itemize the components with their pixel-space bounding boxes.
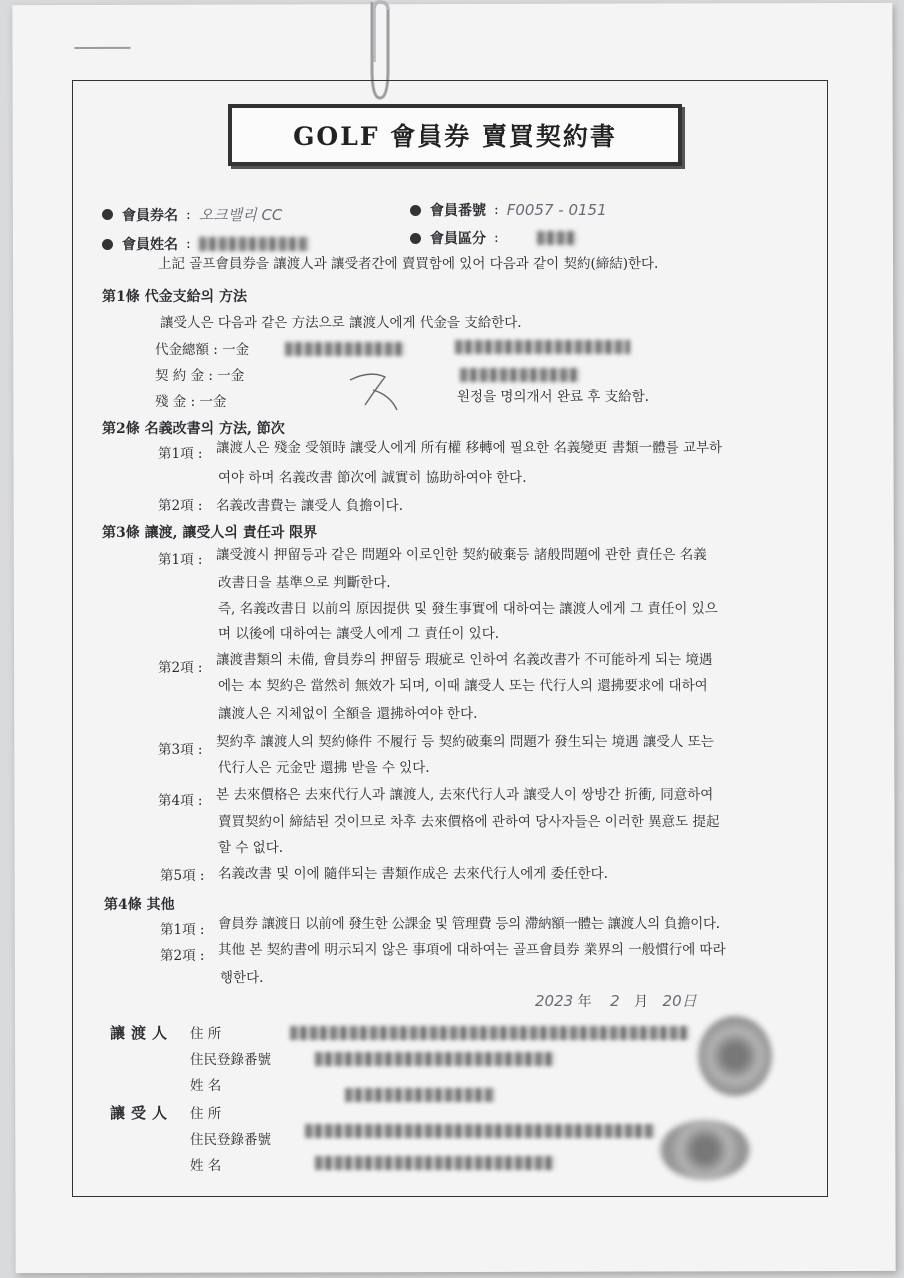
transferor-role: 讓渡人 bbox=[110, 1024, 174, 1042]
article-3-item-1-line-4: 며 以後에 대하여는 讓受人에게 그 責任이 있다. bbox=[218, 626, 500, 642]
article-4-item-2-line-1: 其他 본 契約書에 明示되지 않은 事項에 대하여는 골프會員券 業界의 一般慣行에 따라 bbox=[218, 942, 726, 958]
redacted-total-amount-1 bbox=[285, 342, 405, 356]
article-2-item-2-label: 第2項 : bbox=[158, 498, 203, 514]
transferee-role: 讓受人 bbox=[110, 1104, 174, 1122]
bullet-icon bbox=[102, 239, 113, 250]
colon: : bbox=[494, 202, 499, 218]
transferee-name-label: 姓 名 bbox=[190, 1158, 222, 1174]
article-2-heading: 第2條 名義改書의 方法, 節次 bbox=[102, 421, 285, 437]
deposit-label: 契 約 金 : 一金 bbox=[155, 368, 245, 384]
member-number-value: F0057 - 0151 bbox=[506, 201, 607, 219]
article-3-item-2-line-3: 讓渡人은 지체없이 全額을 還拂하여야 한다. bbox=[218, 706, 478, 722]
date-month: 2 bbox=[610, 992, 620, 1010]
article-3-item-2-line-1: 讓渡書類의 未備, 會員券의 押留등 瑕疵로 인하여 名義改書가 不可能하게 되는 境遇 bbox=[216, 652, 713, 668]
member-number-label: 會員番號 bbox=[430, 203, 486, 219]
article-1-intro: 讓受人은 다음과 같은 方法으로 讓渡人에게 代金을 支給한다. bbox=[160, 315, 522, 331]
dash-mark bbox=[74, 47, 130, 49]
member-class-row bbox=[410, 228, 577, 248]
article-3-item-3-label: 第3項 : bbox=[158, 742, 203, 758]
redacted-member-class bbox=[537, 231, 577, 245]
article-2-item-1-line-2: 여야 하며 名義改書 節次에 誠實히 協助하여야 한다. bbox=[218, 470, 527, 486]
membership-name-row bbox=[102, 204, 282, 225]
redacted-transferee-address bbox=[305, 1124, 655, 1138]
date-day: 20日 bbox=[662, 992, 697, 1010]
article-2-item-2-line-1: 名義改書費는 讓受人 負擔이다. bbox=[216, 498, 403, 514]
handwritten-mark-icon bbox=[345, 365, 405, 415]
redacted-transferor-address bbox=[290, 1026, 690, 1040]
member-name-label: 會員姓名 bbox=[122, 237, 178, 253]
member-class-label: 會員區分 bbox=[430, 231, 486, 247]
redacted-total-amount-2 bbox=[455, 340, 630, 354]
transferor-address-label: 住 所 bbox=[190, 1026, 222, 1042]
article-3-heading: 第3條 讓渡, 讓受人의 責任과 限界 bbox=[102, 525, 318, 541]
article-3-item-1-line-2: 改書日을 基準으로 判斷한다. bbox=[218, 575, 391, 591]
redacted-transferee-name bbox=[315, 1156, 555, 1170]
bullet-icon bbox=[410, 233, 421, 244]
article-2-item-1-line-1: 讓渡人은 殘金 受領時 讓受人에게 所有權 移轉에 필요한 名義變更 書類一體를 교부하 bbox=[216, 440, 723, 456]
document-title: GOLF 會員券 賣買契約書 bbox=[293, 122, 617, 151]
article-3-item-1-line-3: 즉, 名義改書日 以前의 原因提供 및 發生事實에 대하여는 讓渡人에게 그 責任이 있으 bbox=[218, 601, 718, 617]
article-3-item-4-line-3: 할 수 없다. bbox=[218, 840, 284, 856]
balance-label: 殘 金 : 一金 bbox=[155, 394, 227, 410]
member-name-row bbox=[102, 234, 309, 254]
colon: : bbox=[494, 230, 499, 246]
article-3-item-5-label: 第5項 : bbox=[160, 868, 205, 884]
date-year-unit: 年 bbox=[577, 994, 592, 1010]
article-3-item-1-line-1: 讓受渡시 押留등과 같은 問題와 이로인한 契約破棄등 諸般問題에 관한 責任은 名義 bbox=[216, 547, 707, 563]
article-3-item-1-label: 第1項 : bbox=[158, 552, 203, 568]
article-3-item-3-line-2: 代行人은 元金만 還拂 받을 수 있다. bbox=[218, 760, 430, 776]
transferor-seal bbox=[698, 1016, 772, 1096]
redacted-deposit bbox=[460, 368, 580, 382]
title-box bbox=[228, 104, 682, 166]
article-3-item-3-line-1: 契約후 讓渡人의 契約條件 不履行 등 契約破棄의 問題가 發生되는 境遇 讓受人 또는 bbox=[216, 734, 714, 750]
article-1-heading: 第1條 代金支給의 方法 bbox=[102, 289, 248, 305]
colon: : bbox=[186, 236, 191, 252]
article-4-item-1-label: 第1項 : bbox=[160, 922, 205, 938]
balance-note: 원정을 명의개서 완료 후 支給함. bbox=[457, 389, 649, 405]
redacted-member-name bbox=[199, 237, 309, 251]
article-3-item-4-line-2: 賣買契約이 締結된 것이므로 차후 去來價格에 관하여 당사자들은 이러한 異意도 提起 bbox=[218, 814, 720, 830]
bullet-icon bbox=[410, 205, 421, 216]
membership-name-value: 오크밸리 CC bbox=[198, 206, 283, 224]
article-4-item-1-line-1: 會員券 讓渡日 以前에 發生한 公課金 및 管理費 등의 滯納額一體는 讓渡人의 負擔이다. bbox=[218, 916, 720, 932]
article-4-item-2-line-2: 행한다. bbox=[220, 970, 264, 986]
membership-name-label: 會員券名 bbox=[122, 207, 178, 224]
redacted-transferor-id bbox=[315, 1052, 555, 1066]
article-3-item-4-label: 第4項 : bbox=[158, 793, 203, 809]
article-4-item-2-label: 第2項 : bbox=[160, 948, 205, 964]
transferee-address-label: 住 所 bbox=[190, 1106, 222, 1122]
transferee-id-label: 住民登錄番號 bbox=[190, 1132, 271, 1148]
date-month-unit: 月 bbox=[634, 994, 649, 1010]
article-4-heading: 第4條 其他 bbox=[104, 897, 175, 913]
bullet-icon bbox=[102, 209, 113, 220]
article-3-item-2-label: 第2項 : bbox=[158, 660, 203, 676]
member-number-row bbox=[410, 200, 607, 220]
total-amount-label: 代金總額 : 一金 bbox=[155, 342, 250, 358]
article-2-item-1-label: 第1項 : bbox=[158, 446, 203, 462]
transferor-name-label: 姓 名 bbox=[190, 1078, 222, 1094]
transferor-id-label: 住民登錄番號 bbox=[190, 1052, 271, 1068]
preamble: 上記 골프會員券을 讓渡人과 讓受者간에 賣買함에 있어 다음과 같이 契約(締結)한다. bbox=[158, 256, 659, 272]
transferee-seal bbox=[660, 1120, 750, 1180]
redacted-transferor-name bbox=[345, 1088, 495, 1102]
date-year: 2023 bbox=[535, 992, 574, 1010]
colon: : bbox=[186, 206, 191, 223]
contract-date bbox=[535, 990, 697, 1011]
article-3-item-2-line-2: 에는 本 契約은 當然히 無效가 되며, 이때 讓受人 또는 代行人의 還拂要求에 대하여 bbox=[218, 678, 708, 694]
article-3-item-4-line-1: 본 去來價格은 去來代行人과 讓渡人, 去來代行人과 讓受人이 쌍방간 折衝, 同意하여 bbox=[216, 787, 714, 803]
article-3-item-5-line-1: 名義改書 및 이에 隨伴되는 書類作成은 去來代行人에게 委任한다. bbox=[218, 866, 608, 882]
